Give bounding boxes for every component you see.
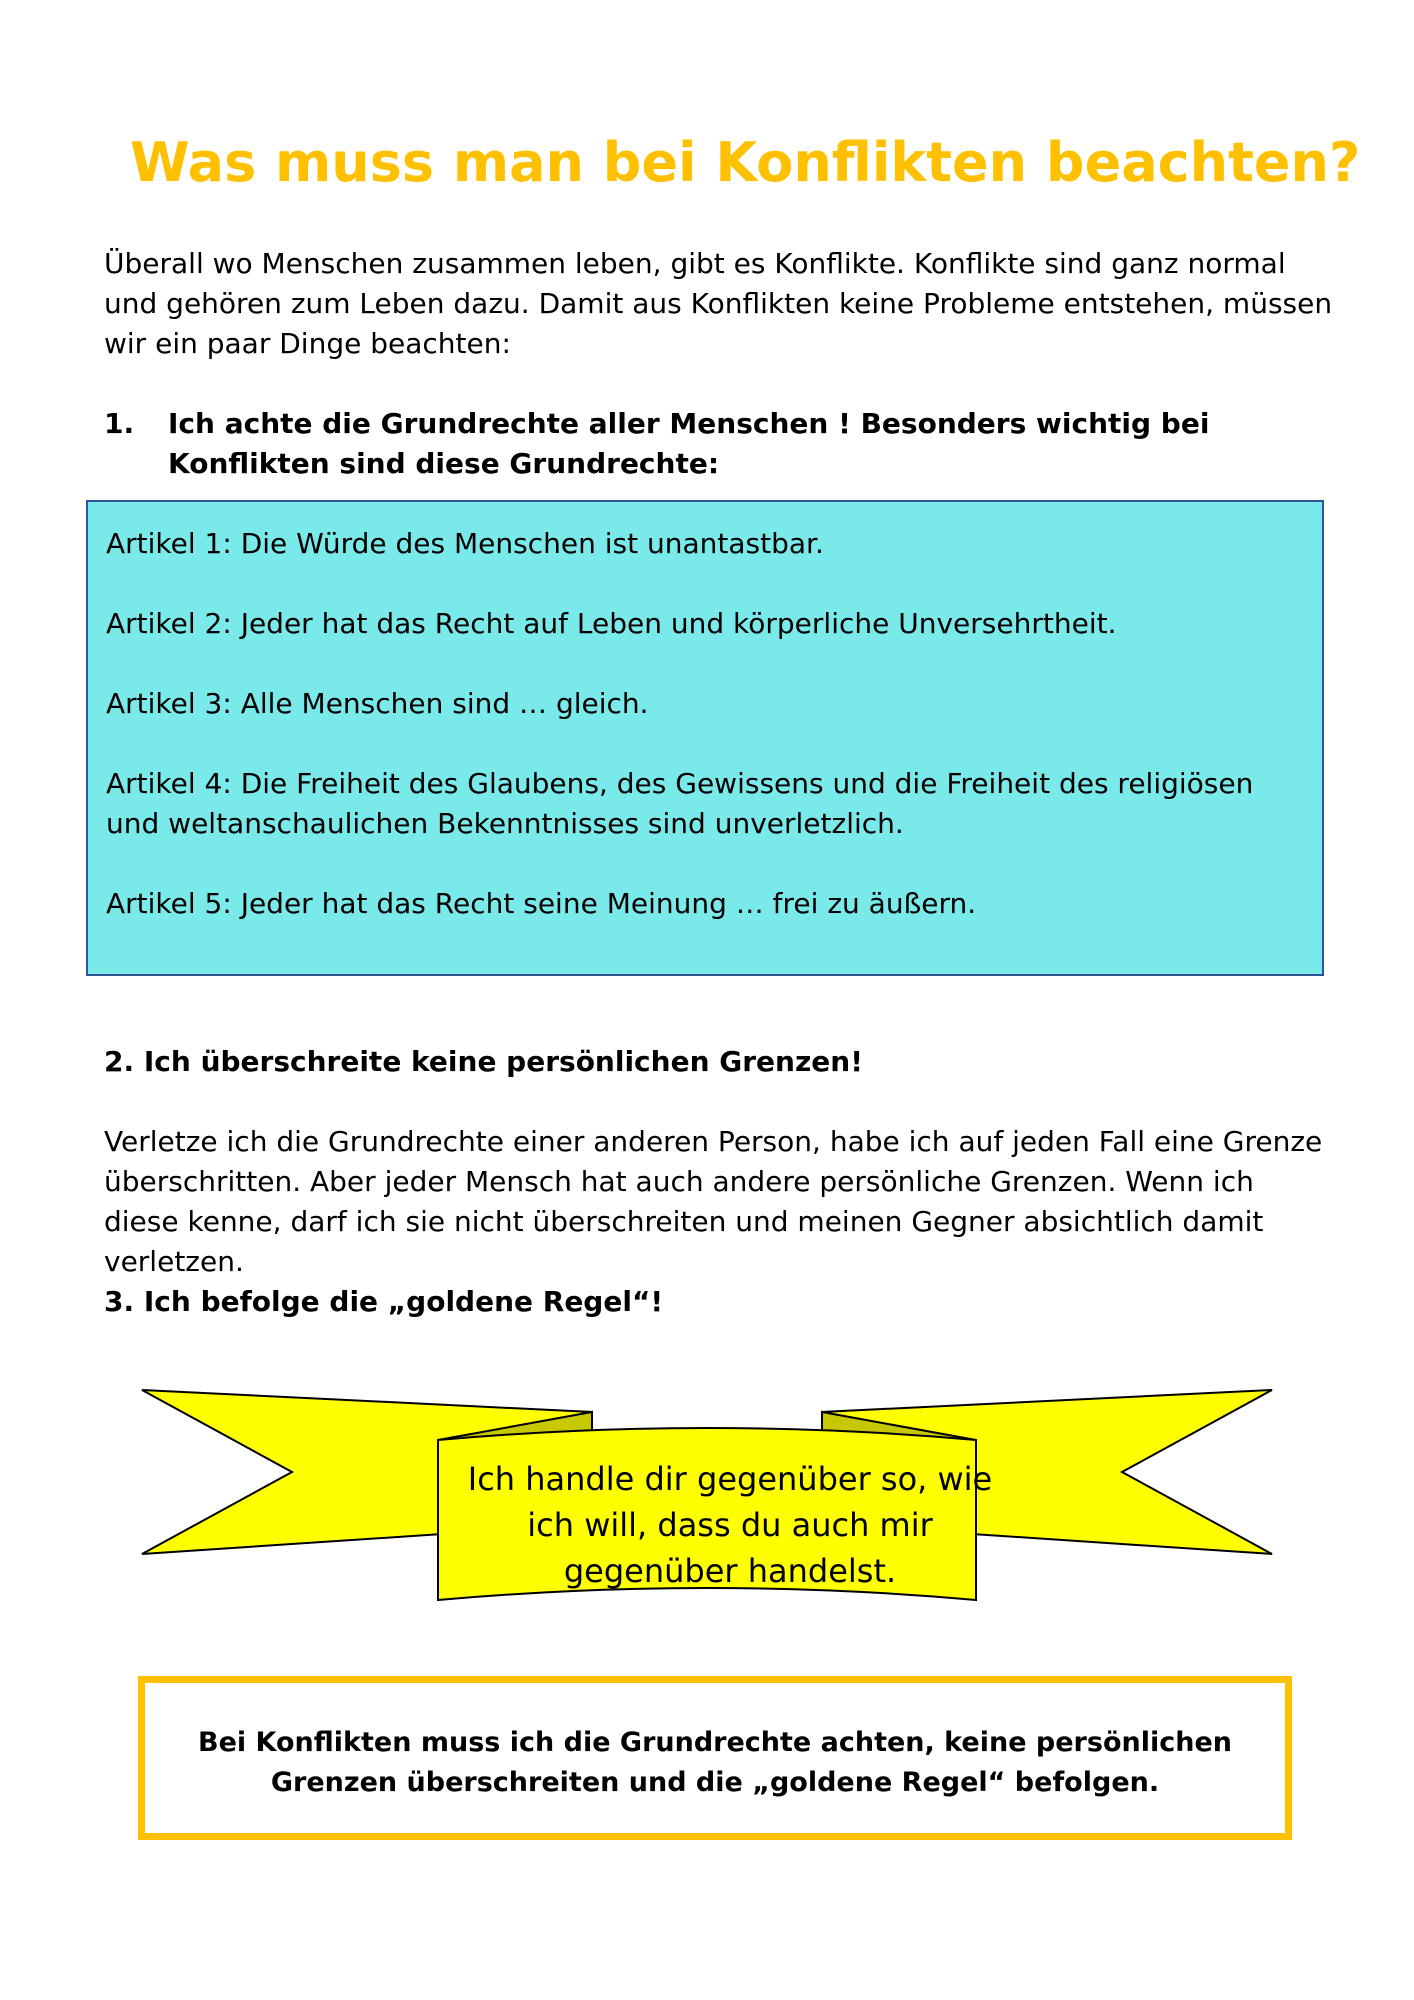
section-2-heading: 2. Ich überschreite keine persönlichen Grenzen! xyxy=(104,1045,863,1078)
article-1: Artikel 1: Die Würde des Menschen ist unantastbar. xyxy=(106,527,824,560)
section-3-heading: 3. Ich befolge die „goldene Regel“! xyxy=(104,1285,664,1318)
summary-box xyxy=(138,1676,1292,1840)
page-title: Was muss man bei Konflikten beachten? xyxy=(130,131,1361,194)
section-1-heading: Ich achte die Grundrechte aller Menschen ! Besonders wichtig bei Konflikten sind diese Grundrechte: xyxy=(168,407,1210,480)
golden-rule-text: Ich handle dir gegenüber so, wie ich will, dass du auch mir gegenüber handelst. xyxy=(467,1460,993,1590)
article-4: Artikel 4: Die Freiheit des Glaubens, des Gewissens und die Freiheit des religiösen und weltanschaulichen Bekenntnisses sind unverletzlich. xyxy=(106,767,1254,840)
summary-text: Bei Konflikten muss ich die Grundrechte achten, keine persönlichen Grenzen überschreiten und die „goldene Regel“ befolgen. xyxy=(198,1727,1232,1798)
article-5: Artikel 5: Jeder hat das Recht seine Meinung … frei zu äußern. xyxy=(106,887,977,920)
article-3: Artikel 3: Alle Menschen sind … gleich. xyxy=(106,687,649,720)
article-2: Artikel 2: Jeder hat das Recht auf Leben und körperliche Unversehrtheit. xyxy=(106,607,1117,640)
section-1-number: 1. xyxy=(104,407,135,440)
section-2-text: Verletze ich die Grundrechte einer anderen Person, habe ich auf jeden Fall eine Grenze überschritten. Aber jeder Mensch hat auch andere persönliche Grenzen. Wenn ich diese kenne, darf ich sie nicht überschreiten und meinen Gegner absichtlich damit verletzen. xyxy=(104,1125,1323,1278)
intro-paragraph: Überall wo Menschen zusammen leben, gibt es Konflikte. Konflikte sind ganz normal und gehören zum Leben dazu. Damit aus Konflikten keine Probleme entstehen, müssen wir ein paar Dinge beachten: xyxy=(104,247,1333,360)
